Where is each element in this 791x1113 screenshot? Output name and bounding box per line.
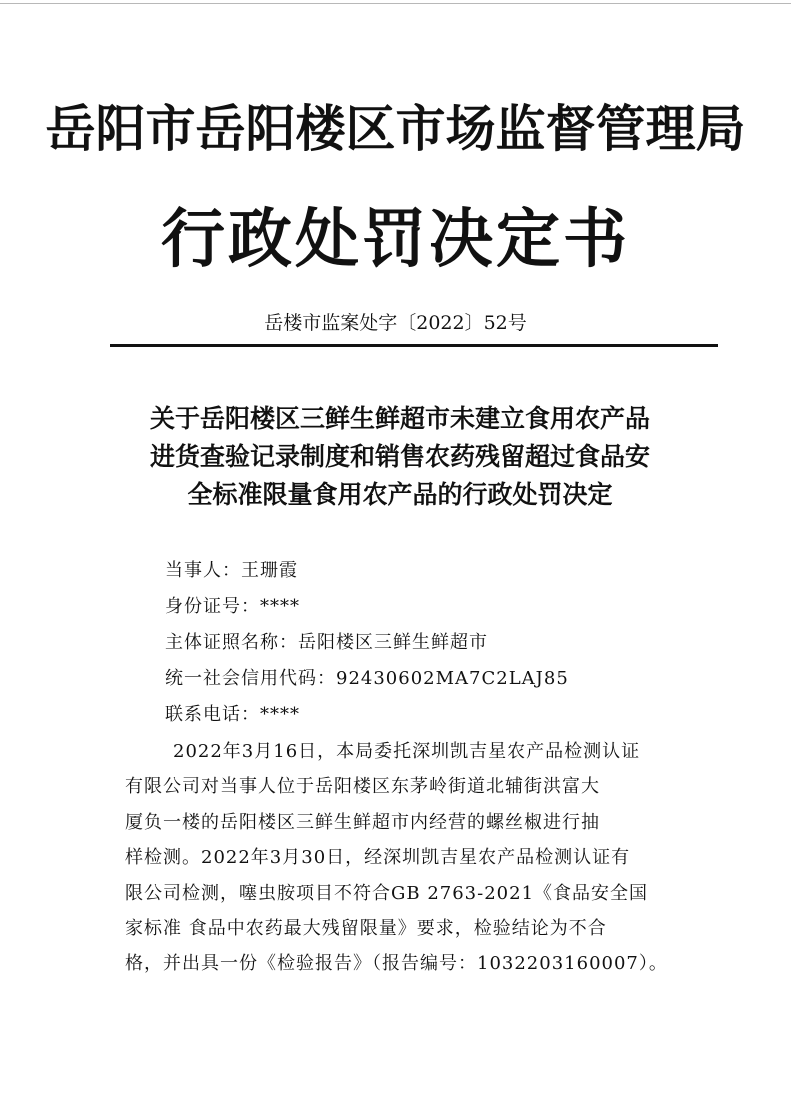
- body-line: 限公司检测，噻虫胺项目不符合GB 2763-2021《食品安全国: [125, 882, 649, 904]
- body-line: 有限公司对当事人位于岳阳楼区东茅岭街道北辅街洪富大: [125, 776, 600, 798]
- body-line: 厦负一楼的岳阳楼区三鲜生鲜超市内经营的螺丝椒进行抽: [125, 811, 600, 833]
- party-credit-code: 统一社会信用代码：92430602MA7C2LAJ85: [165, 668, 569, 689]
- heading-line: 关于岳阳楼区三鲜生鲜超市未建立食用农产品: [149, 404, 650, 433]
- agency-name: 岳阳市岳阳楼区市场监督管理局: [45, 100, 746, 158]
- body-line: 家标准 食品中农药最大残留限量》要求，检验结论为不合: [125, 918, 607, 940]
- party-license-name: 主体证照名称：岳阳楼区三鲜生鲜超市: [165, 632, 488, 653]
- document-number: 岳楼市监案处字〔2022〕52号: [264, 312, 527, 334]
- heading-line: 进货查验记录制度和销售农药残留超过食品安: [149, 442, 650, 471]
- party-info: [165, 553, 725, 733]
- party-phone: 联系电话：****: [165, 704, 300, 725]
- page-top-border: [0, 3, 791, 4]
- body-paragraph: [125, 734, 685, 982]
- party-name: 当事人：王珊霞: [165, 560, 298, 581]
- decision-heading: [120, 400, 680, 514]
- body-line: 2022年3月16日，本局委托深圳凯吉星农产品检测认证: [173, 741, 641, 762]
- header-divider: [110, 344, 718, 347]
- party-id-number: 身份证号：****: [165, 596, 300, 617]
- document-title: 行政处罚决定书: [161, 203, 630, 277]
- heading-line: 全标准限量食用农产品的行政处罚决定: [187, 480, 613, 509]
- body-line: 格，并出具一份《检验报告》（报告编号：1032203160007）。: [125, 953, 668, 975]
- body-line: 样检测。2022年3月30日，经深圳凯吉星农产品检测认证有: [125, 847, 631, 869]
